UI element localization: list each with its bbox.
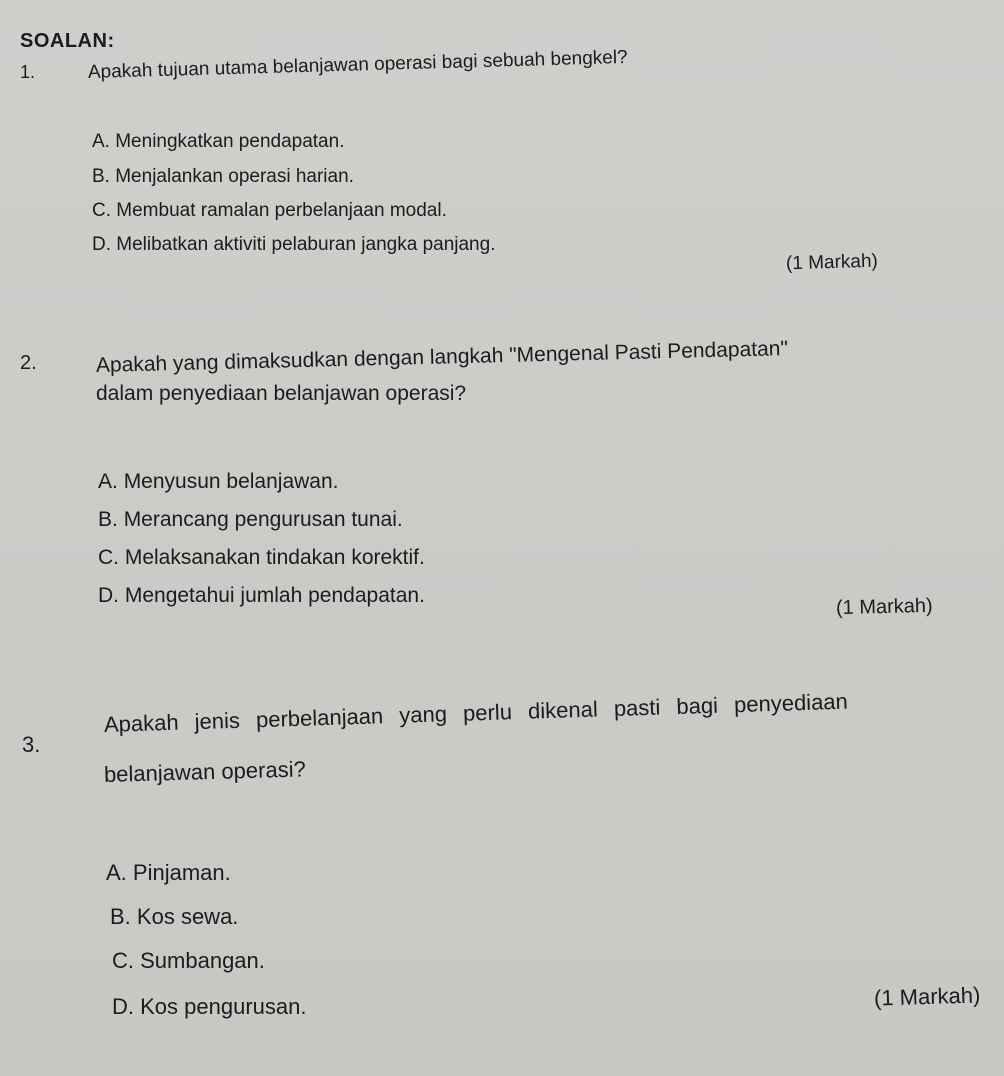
option-letter: A. [106, 860, 127, 885]
option-b [98, 508, 403, 532]
option-text: Meningkatkan pendapatan. [115, 131, 345, 152]
marks-label: (1 Markah) [873, 982, 981, 1011]
option-letter: D. [112, 994, 134, 1019]
marks-label: (1 Markah) [835, 594, 933, 620]
option-c [112, 948, 265, 974]
option-letter: A. [92, 131, 110, 152]
option-letter: B. [92, 166, 110, 187]
marks-label: (1 Markah) [785, 250, 879, 275]
option-b [92, 166, 354, 188]
option-d [92, 234, 495, 256]
question-number: 3. [22, 732, 41, 757]
option-c [98, 546, 425, 570]
option-letter: D. [98, 584, 119, 607]
question-text-line-2: dalam penyediaan belanjawan operasi? [96, 382, 467, 405]
option-letter: C. [92, 200, 111, 221]
option-b [110, 904, 238, 930]
option-d [112, 994, 306, 1020]
option-text: Sumbangan. [140, 948, 265, 973]
option-text: Mengetahui jumlah pendapatan. [124, 584, 425, 607]
question-text-line-1: Apakah yang dimaksudkan dengan langkah "Mengenal Pasti Pendapatan" [95, 337, 789, 377]
option-text: Melibatkan aktiviti pelaburan jangka panjang. [116, 234, 496, 255]
option-text: Kos pengurusan. [140, 994, 307, 1019]
option-text: Menjalankan operasi harian. [115, 166, 354, 187]
question-number: 1. [20, 62, 36, 82]
question-text-line-1: Apakah jenis perbelanjaan yang perlu dikenal pasti bagi penyediaan [103, 688, 849, 737]
question-text-line-2: belanjawan operasi? [103, 756, 307, 787]
option-text: Melaksanakan tindakan korektif. [124, 546, 425, 569]
option-letter: D. [92, 234, 111, 255]
option-d [98, 584, 425, 608]
option-letter: B. [98, 508, 118, 531]
option-text: Menyusun belanjawan. [123, 470, 339, 493]
option-c [92, 200, 447, 222]
question-number: 2. [20, 352, 37, 374]
option-text: Pinjaman. [132, 860, 231, 885]
section-heading: SOALAN: [20, 30, 115, 52]
option-letter: A. [98, 470, 118, 493]
option-letter: C. [112, 948, 134, 973]
option-a [106, 860, 231, 886]
option-text: Merancang pengurusan tunai. [123, 508, 403, 531]
option-letter: B. [110, 904, 131, 929]
option-a [92, 131, 344, 153]
option-a [98, 470, 339, 494]
option-text: Membuat ramalan perbelanjaan modal. [116, 200, 447, 221]
option-text: Kos sewa. [136, 904, 239, 929]
question-text: Apakah tujuan utama belanjawan operasi bagi sebuah bengkel? [87, 46, 628, 83]
option-letter: C. [98, 546, 119, 569]
